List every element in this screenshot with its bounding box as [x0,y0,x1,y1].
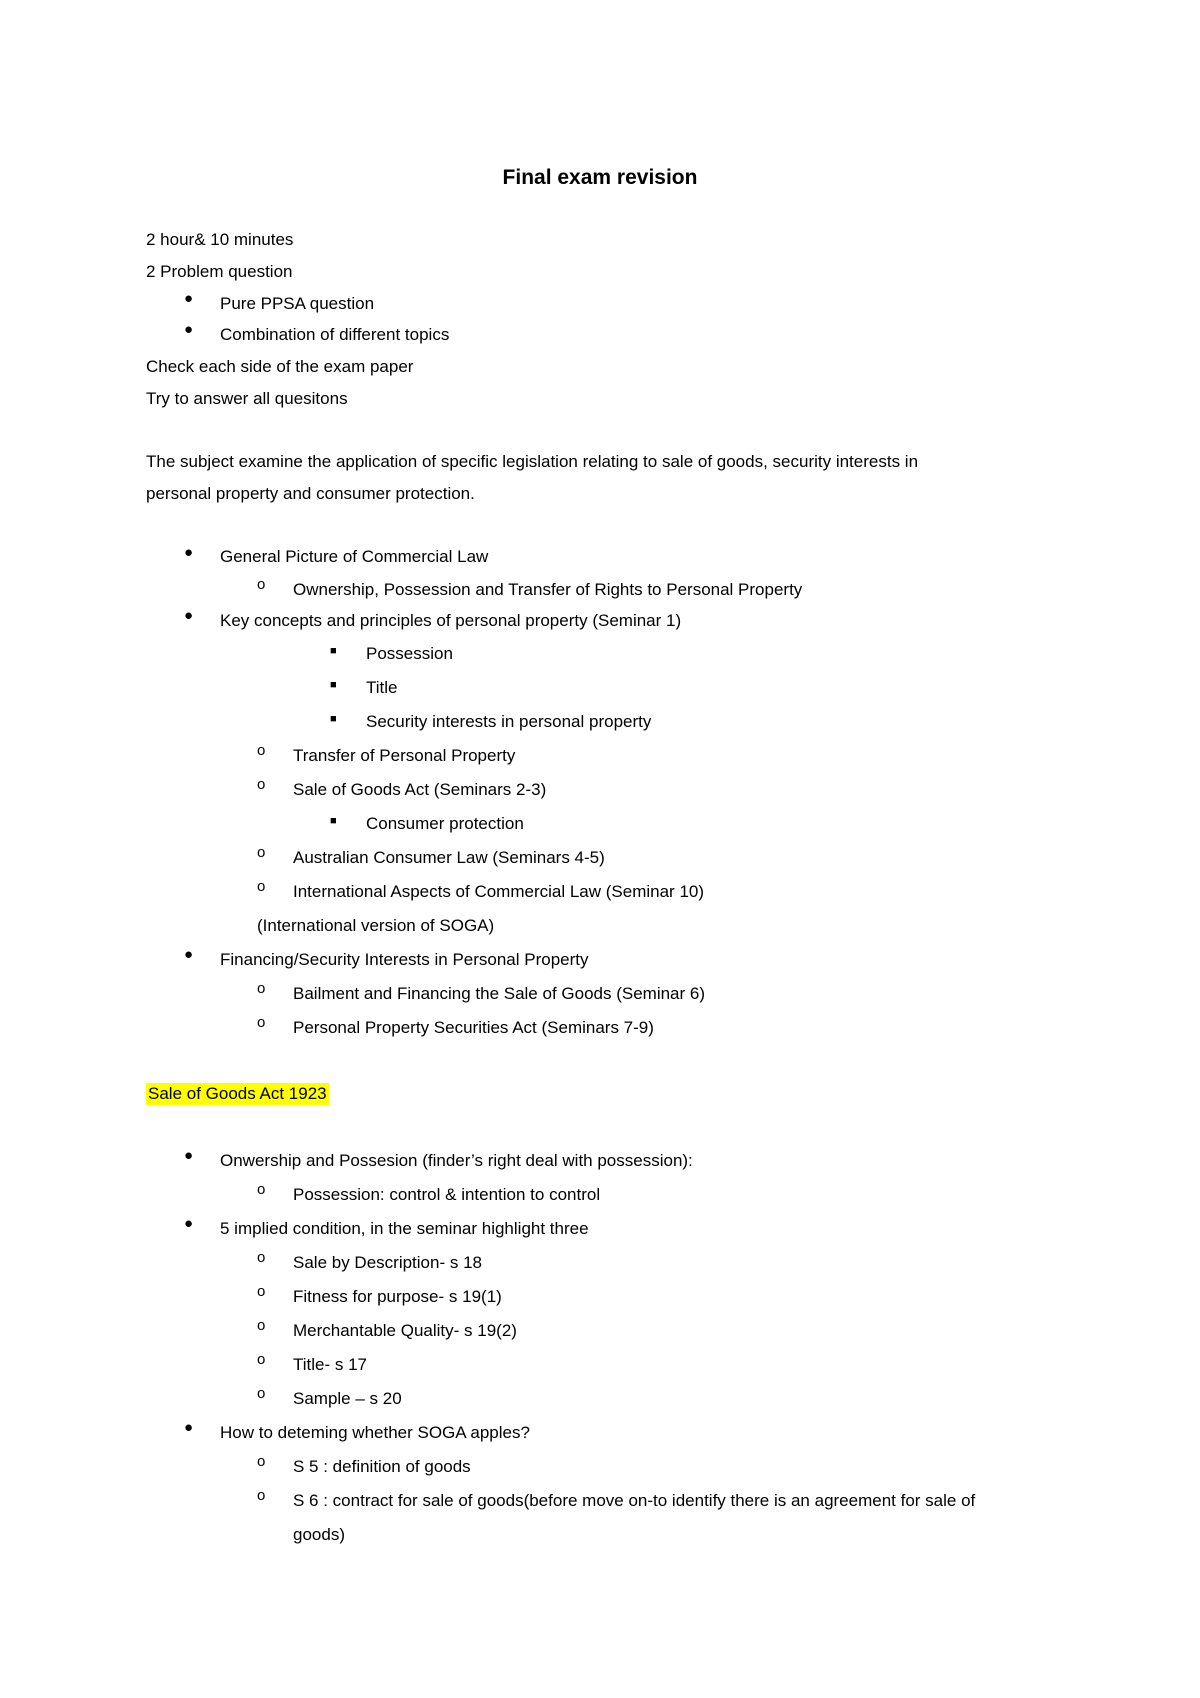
list-item: S 6 : contract for sale of goods(before move on-to identify there is an agreement for sale of [293,1491,976,1510]
bullet-circle-icon: o [257,844,266,861]
bullet-dot-icon: ● [184,946,194,963]
list-item: S 5 : definition of goods [293,1457,471,1476]
list-item: Personal Property Securities Act (Seminars 7-9) [293,1018,654,1037]
list-item: Bailment and Financing the Sale of Goods (Seminar 6) [293,984,706,1003]
list-item: Australian Consumer Law (Seminars 4-5) [293,848,605,867]
bullet-square-icon: ■ [330,713,337,725]
list-item: Merchantable Quality- s 19(2) [293,1321,517,1340]
check-line: Check each side of the exam paper [146,357,414,376]
description-line-1: The subject examine the application of specific legislation relating to sale of goods, security interests in [146,452,919,471]
list-item: Onwership and Possesion (finder’s right deal with possession): [220,1151,693,1170]
bullet-circle-icon: o [257,742,266,759]
list-item: Combination of different topics [220,325,450,344]
list-item: Pure PPSA question [220,294,375,313]
list-item: Sample – s 20 [293,1389,402,1408]
bullet-circle-icon: o [257,1283,266,1300]
list-item: Financing/Security Interests in Personal Property [220,950,589,969]
bullet-dot-icon: ● [184,1215,194,1232]
list-item-continuation: goods) [293,1525,345,1544]
bullet-dot-icon: ● [184,544,194,561]
bullet-circle-icon: o [257,1249,266,1266]
section-heading: Sale of Goods Act 1923 [148,1084,327,1103]
list-item: Sale of Goods Act (Seminars 2-3) [293,780,547,799]
list-item: Possession [366,644,453,663]
list-item: General Picture of Commercial Law [220,547,489,566]
list-item: Possession: control & intention to control [293,1185,601,1204]
bullet-circle-icon: o [257,1351,266,1368]
bullet-dot-icon: ● [184,290,194,307]
bullet-dot-icon: ● [184,1419,194,1436]
bullet-square-icon: ■ [330,679,337,691]
try-line: Try to answer all quesitons [146,389,348,408]
page-title: Final exam revision [502,166,698,189]
list-item: How to deteming whether SOGA apples? [220,1423,530,1442]
duration-line: 2 hour& 10 minutes [146,230,294,249]
problems-line: 2 Problem question [146,262,293,281]
bullet-circle-icon: o [257,576,266,593]
list-item: Transfer of Personal Property [293,746,516,765]
bullet-square-icon: ■ [330,645,337,657]
list-item: International Aspects of Commercial Law (Seminar 10) [293,882,705,901]
bullet-circle-icon: o [257,1453,266,1470]
bullet-dot-icon: ● [184,1147,194,1164]
bullet-circle-icon: o [257,1487,266,1504]
list-item: Key concepts and principles of personal property (Seminar 1) [220,611,682,630]
list-item: Consumer protection [366,814,524,833]
description-line-2: personal property and consumer protection. [146,484,475,503]
bullet-circle-icon: o [257,1385,266,1402]
list-item-note: (International version of SOGA) [257,916,495,935]
bullet-circle-icon: o [257,878,266,895]
list-item: 5 implied condition, in the seminar highlight three [220,1219,589,1238]
list-item: Fitness for purpose- s 19(1) [293,1287,502,1306]
bullet-dot-icon: ● [184,607,194,624]
bullet-circle-icon: o [257,1181,266,1198]
list-item: Sale by Description- s 18 [293,1253,482,1272]
list-item: Title- s 17 [293,1355,368,1374]
bullet-circle-icon: o [257,980,266,997]
bullet-dot-icon: ● [184,321,194,338]
bullet-circle-icon: o [257,1014,266,1031]
bullet-square-icon: ■ [330,815,337,827]
bullet-circle-icon: o [257,1317,266,1334]
list-item: Title [366,678,398,697]
list-item: Security interests in personal property [366,712,652,731]
list-item: Ownership, Possession and Transfer of Rights to Personal Property [293,580,803,599]
bullet-circle-icon: o [257,776,266,793]
